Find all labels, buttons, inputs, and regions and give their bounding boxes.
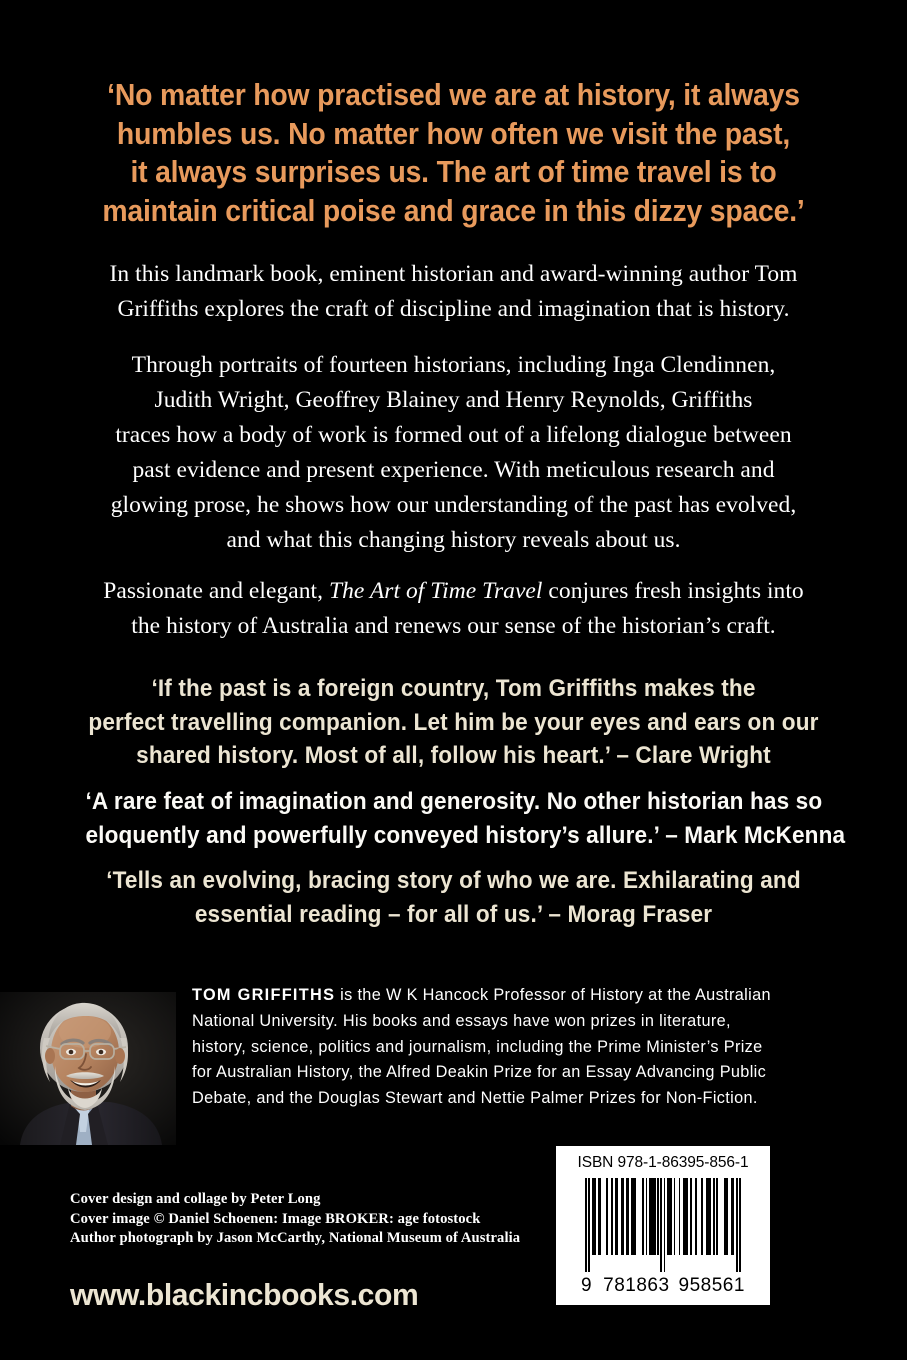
isbn-label: ISBN 978-1-86395-856-1 [577,1154,749,1171]
author-bio-line: National University. His books and essays have won prizes in literature, [192,1011,731,1030]
pull-quote [89,76,817,230]
description-paragraph-1 [66,257,841,327]
description-line: Through portraits of fourteen historians, including Inga Clendinnen, [131,352,776,378]
blurb-line: ‘If the past is a foreign country, Tom Griffiths makes the [151,675,756,702]
credit-line: Author photograph by Jason McCarthy, National Museum of Australia [70,1230,521,1247]
description-line: In this landmark book, eminent historian and award-winning author Tom [109,261,798,287]
publisher-website[interactable]: www.blackincbooks.com [70,1277,419,1312]
barcode-bar [739,1178,741,1272]
description-line: Judith Wright, Geoffrey Blainey and Henry Reynolds, Griffiths [154,387,753,413]
blurb-morag-fraser [85,864,821,931]
author-photo [0,992,176,1145]
barcode-digit-group: 781863 [603,1275,670,1296]
author-bio-line: Debate, and the Douglas Stewart and Nettie Palmer Prizes for Non-Fiction. [192,1089,758,1108]
blurb-line: ‘Tells an evolving, bracing story of who we are. Exhilarating and [106,867,801,894]
description-line: and what this changing history reveals about us. [226,527,681,553]
barcode-digit-group: 9 [581,1275,593,1296]
description-line: glowing prose, he shows how our understanding of the past has evolved, [110,492,797,518]
blurb-line: shared history. Most of all, follow his heart.’ – Clare Wright [136,742,771,769]
credit-line: Cover design and collage by Peter Long [70,1191,321,1207]
blurb-line: essential reading – for all of us.’ – Morag Fraser [194,900,713,928]
blurb-line: ‘A rare feat of imagination and generosity. No other historian has so [85,788,823,815]
author-bio-text: is the W K Hancock Professor of History at the Australian [335,986,771,1004]
cover-credits [70,1190,520,1249]
book-title-italic: The Art of Time Travel [328,578,543,604]
barcode-bars [585,1178,741,1272]
description-paragraph-2 [66,348,841,558]
description-text: Passionate and elegant, [103,578,329,604]
pull-quote-line: ‘No matter how practised we are at history, it always [107,78,800,112]
author-portrait-illustration [0,992,176,1145]
pull-quote-line: it always surprises us. The art of time travel is to [130,155,777,189]
author-bio-line [192,983,792,1009]
blurb-line: perfect travelling companion. Let him be your eyes and ears on our [88,708,819,736]
description-line: Griffiths explores the craft of discipline and imagination that is history. [117,296,790,322]
blurb-mark-mckenna [85,785,846,852]
description-line: traces how a body of work is formed out of a lifelong dialogue between [115,422,792,448]
description-line: the history of Australia and renews our sense of the historian’s craft. [131,613,776,639]
barcode-digit-group: 958561 [678,1275,745,1296]
blurb-line: eloquently and powerfully conveyed history’s allure.’ – Mark McKenna [85,821,846,849]
description-text: conjures fresh insights into [542,578,804,604]
description-line: past evidence and present experience. With meticulous research and [132,457,775,483]
author-name: TOM GRIFFITHS [192,986,336,1004]
pull-quote-line: maintain critical poise and grace in this dizzy space.’ [102,193,805,228]
barcode-digits [556,1275,770,1297]
description-line [66,574,841,609]
pull-quote-line: humbles us. No matter how often we visit the past, [116,116,791,151]
description-paragraph-3 [66,574,841,644]
author-bio [192,983,792,1112]
author-bio-line: history, science, politics and journalism, including the Prime Minister’s Prize [192,1037,763,1056]
barcode-block [556,1146,770,1305]
author-bio-line: for Australian History, the Alfred Deakin Prize for an Essay Advancing Public [192,1063,767,1082]
credit-line: Cover image © Daniel Schoenen: Image BROKER: age fotostock [70,1210,481,1227]
blurb-clare-wright [85,672,821,773]
